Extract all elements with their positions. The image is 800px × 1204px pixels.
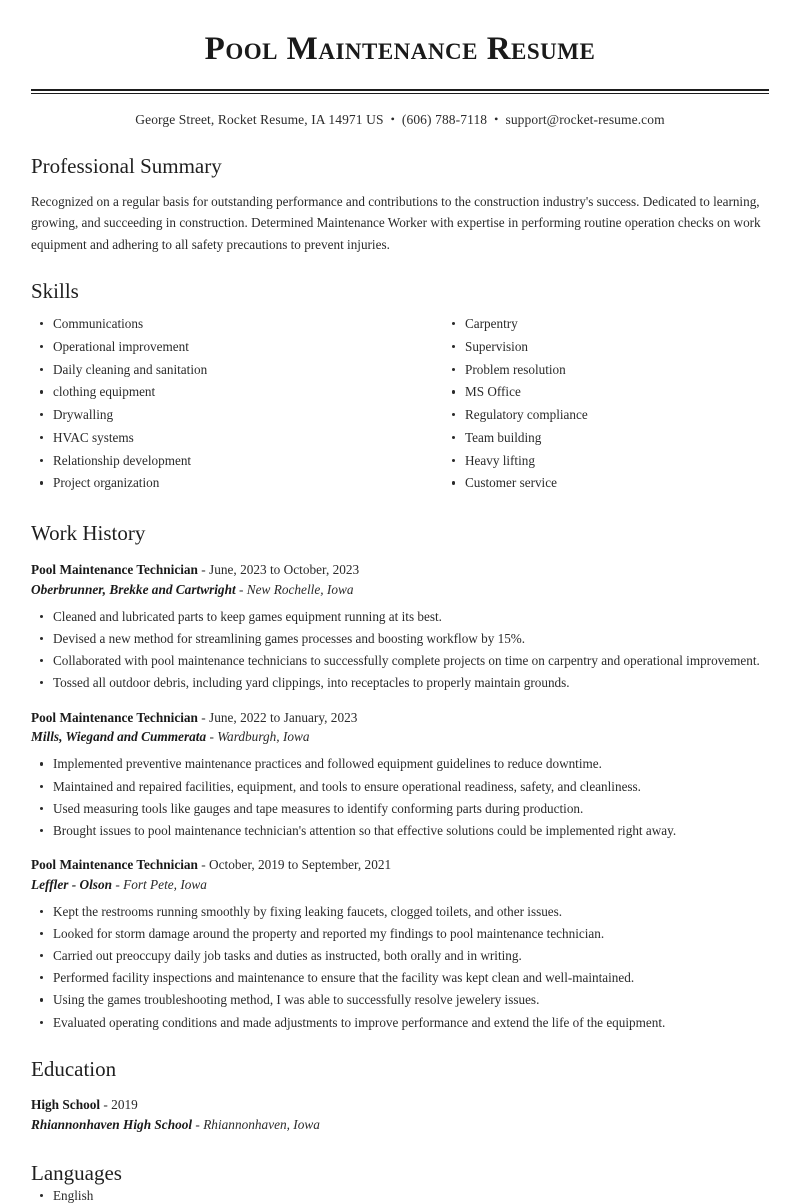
header-divider (31, 89, 769, 95)
job-company-separator: - (112, 877, 123, 892)
job-location: Wardburgh, Iowa (217, 729, 309, 744)
skills-columns (31, 315, 769, 497)
job-dates: June, 2022 to January, 2023 (209, 710, 357, 725)
section-skills (31, 278, 769, 497)
work-entry-company-line (31, 580, 769, 599)
list-item: Performed facility inspections and maintenance to ensure that the facility was kept clean and well-maintained. (31, 969, 769, 987)
job-title-separator: - (198, 857, 209, 872)
education-location: Rhiannonhaven, Iowa (203, 1117, 320, 1132)
list-item: Supervision (443, 338, 769, 356)
page-title: Pool Maintenance Resume (31, 0, 769, 70)
job-location: Fort Pete, Iowa (123, 877, 207, 892)
work-entry (31, 708, 769, 840)
summary-text: Recognized on a regular basis for outstanding performance and contributions to the construction industry's success. Dedicated to learning, growing, and succeeding in construction. Determined Maintenance Worker with expertise in performing routine operation checks on work equipment and adhering to all safety precautions to prevent injuries. (31, 191, 769, 255)
contact-line (31, 112, 769, 128)
list-item: MS Office (443, 383, 769, 401)
skills-column-left (31, 315, 400, 497)
list-item: Collaborated with pool maintenance technicians to successfully complete projects on time on carpentry and operational improvement. (31, 652, 769, 670)
list-item: Customer service (443, 474, 769, 492)
job-company: Mills, Wiegand and Cummerata (31, 729, 206, 744)
job-dates: June, 2023 to October, 2023 (209, 562, 359, 577)
education-school-line (31, 1115, 769, 1135)
job-title: Pool Maintenance Technician (31, 857, 198, 872)
education-degree-separator: - (100, 1097, 111, 1112)
job-bullets (31, 903, 769, 1031)
contact-address: George Street, Rocket Resume, IA 14971 US (135, 112, 383, 127)
list-item: Devised a new method for streamlining games processes and boosting workflow by 15%. (31, 630, 769, 648)
list-item: Maintained and repaired facilities, equipment, and tools to ensure operational readiness, safety, and cleanliness. (31, 778, 769, 796)
education-heading: Education (31, 1056, 769, 1082)
skills-column-right (400, 315, 769, 497)
list-item: Communications (31, 315, 400, 333)
job-company: Leffler - Olson (31, 877, 112, 892)
list-item: Looked for storm damage around the property and reported my findings to pool maintenance technician. (31, 925, 769, 943)
job-title: Pool Maintenance Technician (31, 710, 198, 725)
section-languages (31, 1160, 769, 1204)
list-item: Using the games troubleshooting method, I was able to successfully resolve jewelery issues. (31, 991, 769, 1009)
contact-phone: (606) 788-7118 (402, 112, 487, 127)
list-item: clothing equipment (31, 383, 400, 401)
list-item: Used measuring tools like gauges and tape measures to identify conforming parts during production. (31, 800, 769, 818)
job-title: Pool Maintenance Technician (31, 562, 198, 577)
list-item: Kept the restrooms running smoothly by fixing leaking faucets, clogged toilets, and other issues. (31, 903, 769, 921)
list-item: Operational improvement (31, 338, 400, 356)
list-item: Drywalling (31, 406, 400, 424)
work-entry-company-line (31, 727, 769, 746)
job-company: Oberbrunner, Brekke and Cartwright (31, 582, 236, 597)
work-entry-company-line (31, 875, 769, 894)
education-year: 2019 (111, 1097, 138, 1112)
skills-heading: Skills (31, 278, 769, 304)
work-entry-title-line (31, 708, 769, 727)
summary-heading: Professional Summary (31, 153, 769, 179)
work-entry-title-line (31, 855, 769, 874)
contact-email: support@rocket-resume.com (505, 112, 664, 127)
list-item: HVAC systems (31, 429, 400, 447)
list-item: Cleaned and lubricated parts to keep games equipment running at its best. (31, 608, 769, 626)
work-entry (31, 855, 769, 1031)
work-entry-title-line (31, 560, 769, 579)
education-school: Rhiannonhaven High School (31, 1117, 192, 1132)
work-history-heading: Work History (31, 520, 769, 546)
education-school-separator: - (192, 1117, 203, 1132)
education-entry (31, 1095, 769, 1135)
list-item: Project organization (31, 474, 400, 492)
job-title-separator: - (198, 562, 209, 577)
work-entry (31, 560, 769, 692)
section-work-history (31, 520, 769, 1031)
skills-list-right (443, 315, 769, 492)
job-bullets (31, 608, 769, 692)
contact-separator-2: • (487, 112, 505, 126)
list-item: Daily cleaning and sanitation (31, 361, 400, 379)
list-item: Regulatory compliance (443, 406, 769, 424)
list-item: Carpentry (443, 315, 769, 333)
list-item: Brought issues to pool maintenance technician's attention so that effective solutions could be implemented right away. (31, 822, 769, 840)
list-item: Team building (443, 429, 769, 447)
languages-list (31, 1187, 769, 1204)
list-item: Heavy lifting (443, 452, 769, 470)
job-company-separator: - (236, 582, 247, 597)
list-item: Carried out preoccupy daily job tasks and duties as instructed, both orally and in writing. (31, 947, 769, 965)
list-item: Tossed all outdoor debris, including yard clippings, into receptacles to properly maintain grounds. (31, 674, 769, 692)
education-degree-line (31, 1095, 769, 1115)
list-item: English (31, 1187, 769, 1204)
list-item: Evaluated operating conditions and made adjustments to improve performance and extend the life of the equipment. (31, 1014, 769, 1032)
contact-separator-1: • (384, 112, 402, 126)
languages-heading: Languages (31, 1160, 769, 1186)
job-location: New Rochelle, Iowa (247, 582, 354, 597)
education-degree: High School (31, 1097, 100, 1112)
job-bullets (31, 755, 769, 839)
section-professional-summary (31, 153, 769, 255)
list-item: Implemented preventive maintenance practices and followed equipment guidelines to reduce downtime. (31, 755, 769, 773)
list-item: Problem resolution (443, 361, 769, 379)
job-company-separator: - (206, 729, 217, 744)
section-education (31, 1056, 769, 1135)
job-title-separator: - (198, 710, 209, 725)
list-item: Relationship development (31, 452, 400, 470)
skills-list-left (31, 315, 400, 492)
job-dates: October, 2019 to September, 2021 (209, 857, 391, 872)
